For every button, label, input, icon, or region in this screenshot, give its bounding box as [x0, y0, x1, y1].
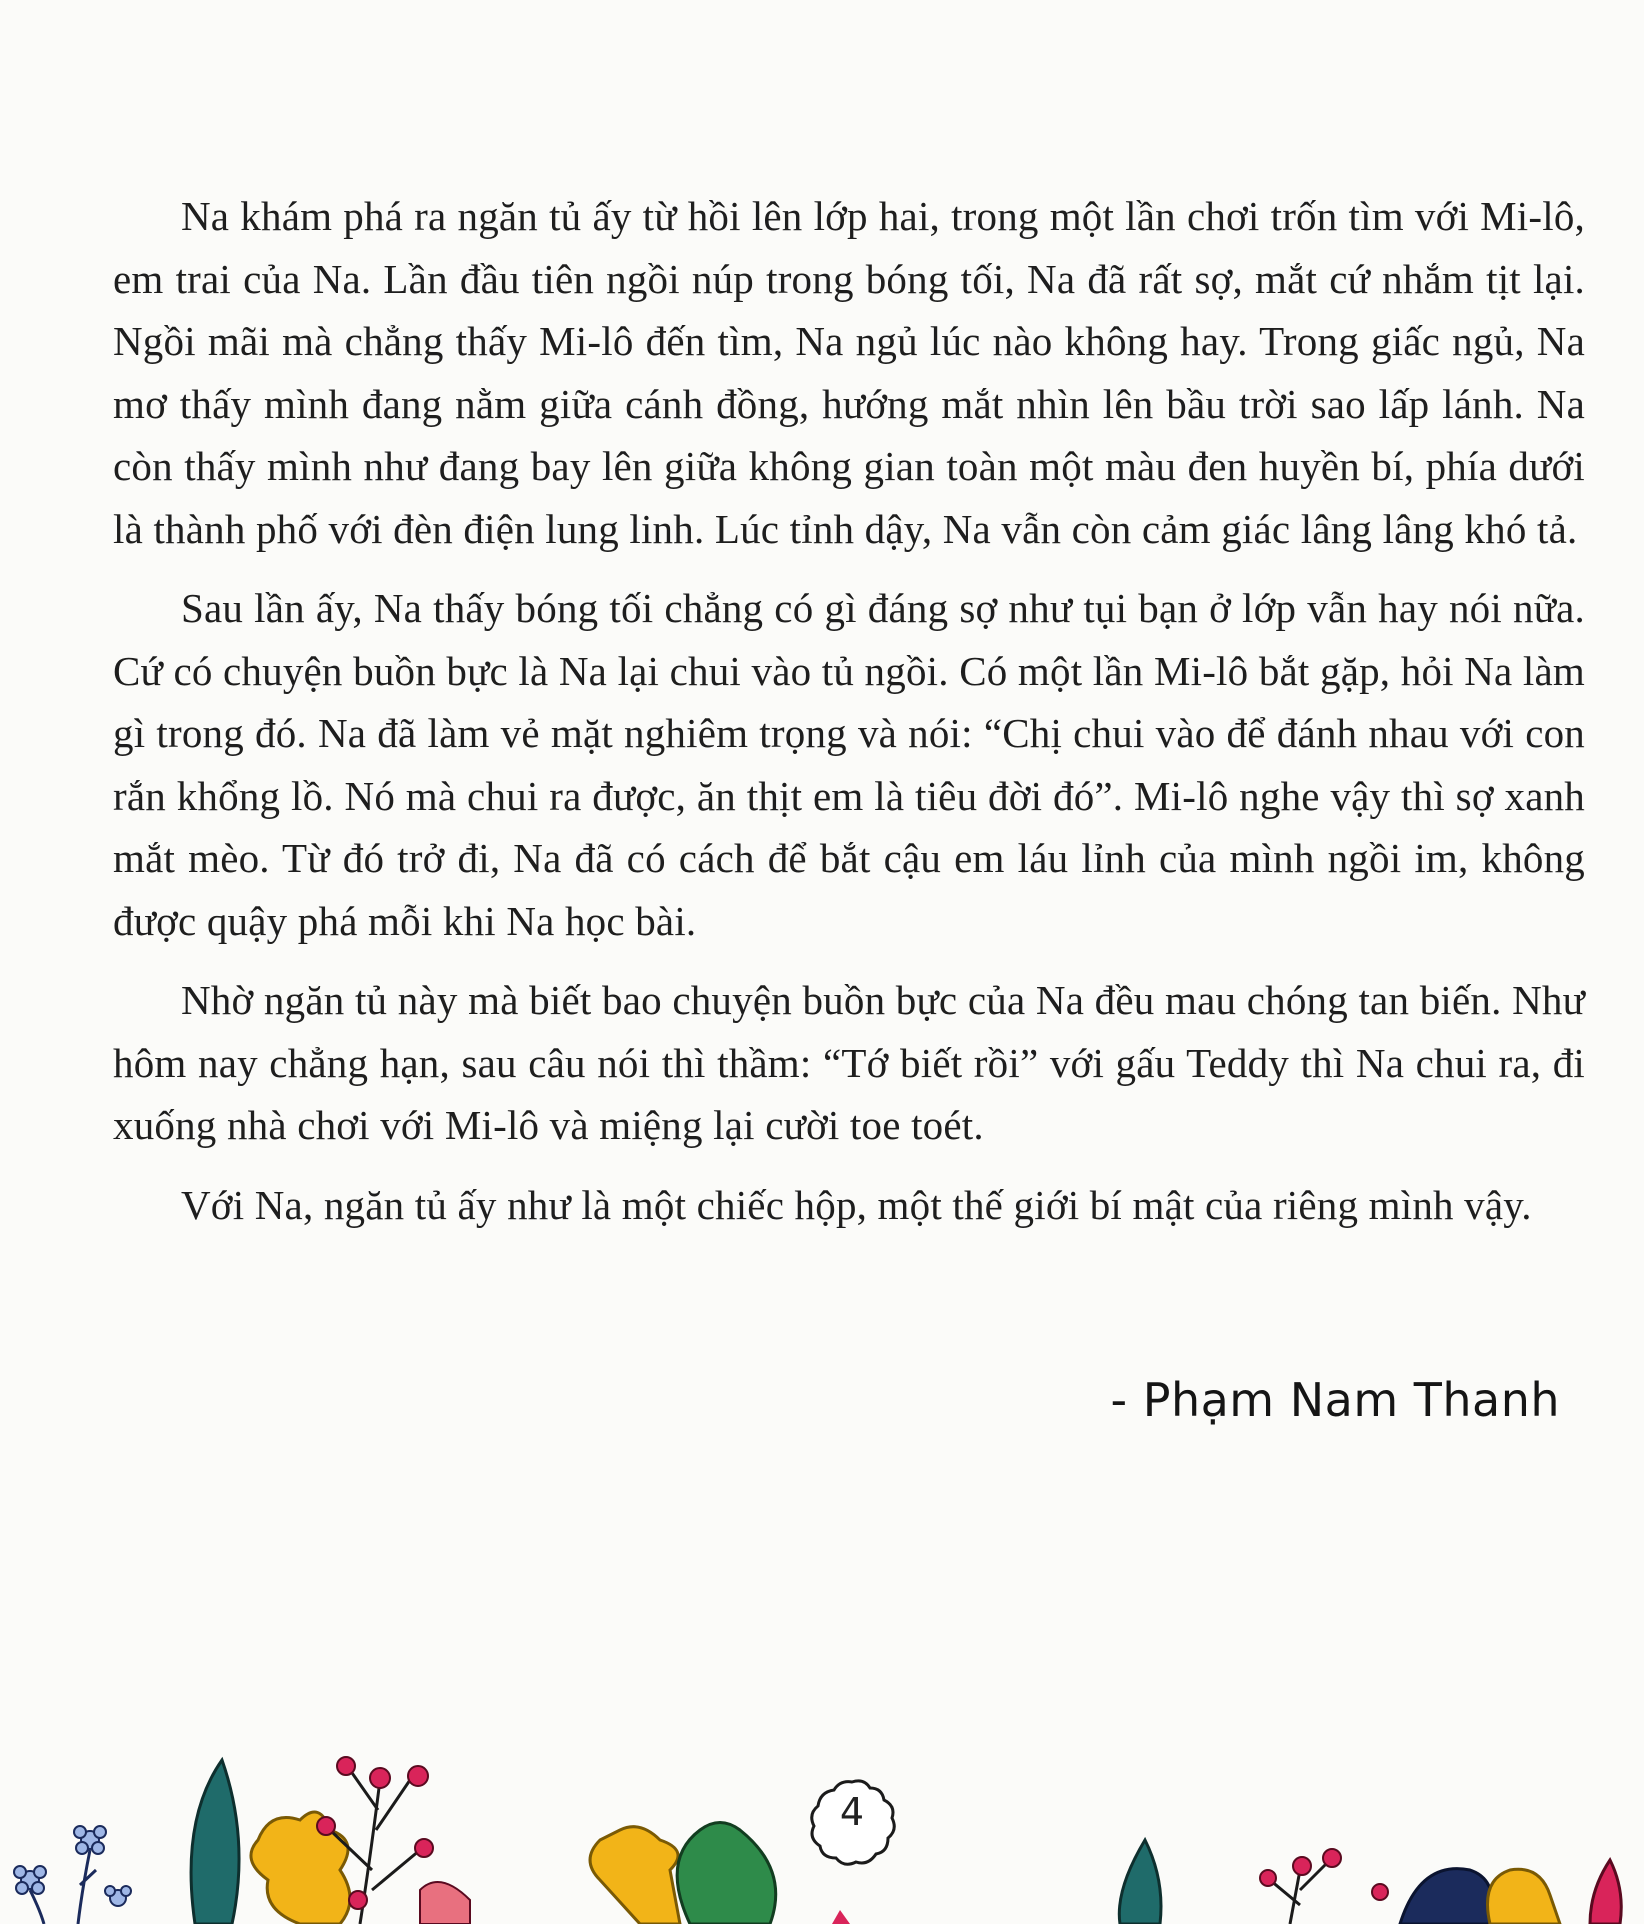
- author-signature: - Phạm Nam Thanh: [1110, 1373, 1560, 1427]
- leaf-icon: [1119, 1840, 1161, 1924]
- leaf-icon: [191, 1760, 239, 1924]
- page-number: 4: [839, 1790, 865, 1834]
- yellow-flower-icon: [1488, 1869, 1561, 1924]
- paragraph-1: Na khám phá ra ngăn tủ ấy từ hồi lên lớp hai, trong một lần chơi trốn tìm với Mi-lô, em trai của Na. Lần đầu tiên ngồi núp trong bóng tối, Na đã rất sợ, mắt cứ nhắm tịt lại. Ngồi mãi mà chẳng thấy Mi-lô đến tìm, Na ngủ lúc nào không hay. Trong giấc ngủ, Na mơ thấy mình đang nằm giữa cánh đồng, hướng mắt nhìn lên bầu trời sao lấp lánh. Na còn thấy mình như đang bay lên giữa không gian toàn một màu đen huyền bí, phía dưới là thành phố với đèn điện lung linh. Lúc tỉnh dậy, Na vẫn còn cảm giác lâng lâng khó tả.: [113, 193, 1585, 552]
- story-text: [113, 185, 1585, 1253]
- paragraph-3: Nhờ ngăn tủ này mà biết bao chuyện buồn bực của Na đều mau chóng tan biến. Như hôm nay chẳng hạn, sau câu nói thì thầm: “Tớ biết rồi” với gấu Teddy thì Na chui ra, đi xuống nhà chơi với Mi-lô và miệng lại cười toe toét.: [113, 977, 1585, 1148]
- paragraph-2: Sau lần ấy, Na thấy bóng tối chẳng có gì đáng sợ như tụi bạn ở lớp vẫn hay nói nữa. Cứ có chuyện buồn bực là Na lại chui vào tủ ngồi. Có một lần Mi-lô bắt gặp, hỏi Na làm gì trong đó. Na đã làm vẻ mặt nghiêm trọng và nói: “Chị chui vào để đánh nhau với con rắn khổng lồ. Nó mà chui ra được, ăn thịt em là tiêu đời đó”. Mi-lô nghe vậy thì sợ xanh mắt mèo. Từ đó trở đi, Na đã có cách để bắt cậu em láu lỉnh của mình ngồi im, không được quậy phá mỗi khi Na học bài.: [113, 585, 1585, 944]
- leaf-icon: [677, 1823, 776, 1924]
- yellow-flower-icon: [590, 1827, 680, 1924]
- berry-branch-icon: [1260, 1849, 1388, 1924]
- paragraph-4: Với Na, ngăn tủ ấy như là một chiếc hộp, một thế giới bí mật của riêng mình vậy.: [181, 1181, 1532, 1228]
- page-number-badge: [806, 1776, 898, 1868]
